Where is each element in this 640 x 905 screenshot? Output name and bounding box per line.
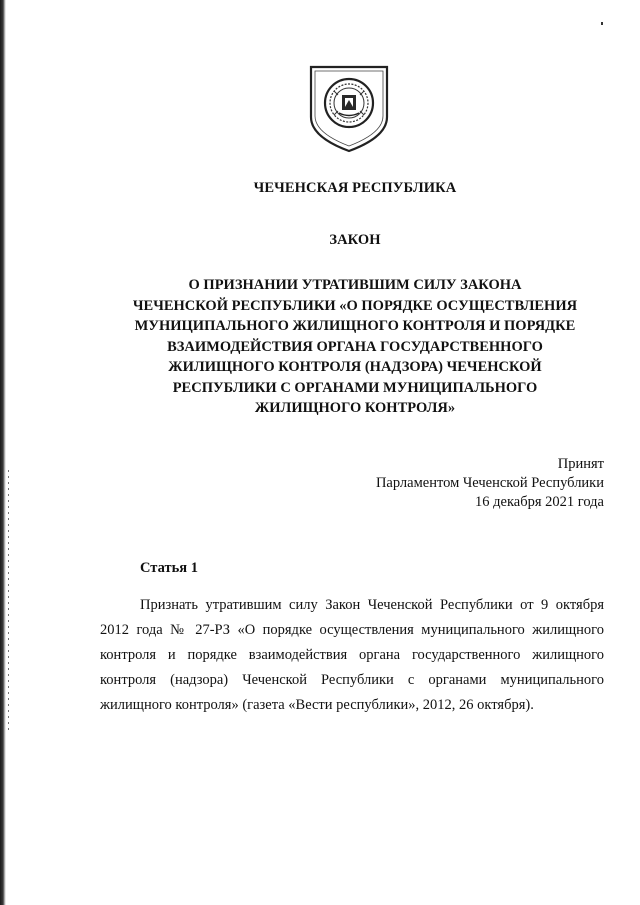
law-title-line: ЖИЛИЩНОГО КОНТРОЛЯ»: [254, 400, 456, 416]
article-text: [100, 593, 604, 718]
article-text-line: контроля и порядке взаимодействия органа государственного жилищного: [100, 647, 604, 663]
adoption-block: [376, 455, 604, 512]
law-title-line: О ПРИЗНАНИИ УТРАТИВШИМ СИЛУ ЗАКОНА: [188, 277, 522, 293]
adoption-body: Парламентом Чеченской Республики: [375, 475, 604, 491]
scan-left-edge: [0, 0, 6, 905]
coat-of-arms-icon: [308, 65, 390, 153]
scan-artifact: [8, 470, 9, 730]
scan-speck: [601, 22, 603, 25]
article-text-line: Признать утратившим силу Закон Чеченской Республики от 9 октября: [140, 597, 604, 613]
law-title-line: ЧЕЧЕНСКОЙ РЕСПУБЛИКИ «О ПОРЯДКЕ ОСУЩЕСТВЛЕНИЯ: [132, 297, 578, 314]
article-heading: Статья 1: [140, 560, 198, 576]
adoption-label: Принят: [557, 456, 604, 472]
law-title-line: ВЗАИМОДЕЙСТВИЯ ОРГАНА ГОСУДАРСТВЕННОГО: [167, 338, 543, 355]
region-heading: ЧЕЧЕНСКАЯ РЕСПУБЛИКА: [253, 180, 457, 196]
article-text-line: контроля (надзора) Чеченской Республики с органами муниципального: [100, 672, 604, 688]
law-title-line: ЖИЛИЩНОГО КОНТРОЛЯ (НАДЗОРА) ЧЕЧЕНСКОЙ: [168, 359, 542, 375]
article-text-line: жилищного контроля» (газета «Вести республики», 2012, 26 октября).: [100, 697, 534, 713]
article-text-line: 2012 года № 27-РЗ «О порядке осуществления муниципального жилищного: [100, 622, 604, 638]
adoption-date: 16 декабря 2021 года: [475, 494, 604, 510]
document-type-heading: ЗАКОН: [329, 232, 381, 248]
law-title-line: МУНИЦИПАЛЬНОГО ЖИЛИЩНОГО КОНТРОЛЯ И ПОРЯДКЕ: [134, 318, 576, 334]
law-title: [100, 275, 610, 419]
law-title-line: РЕСПУБЛИКИ С ОРГАНАМИ МУНИЦИПАЛЬНОГО: [172, 379, 538, 396]
